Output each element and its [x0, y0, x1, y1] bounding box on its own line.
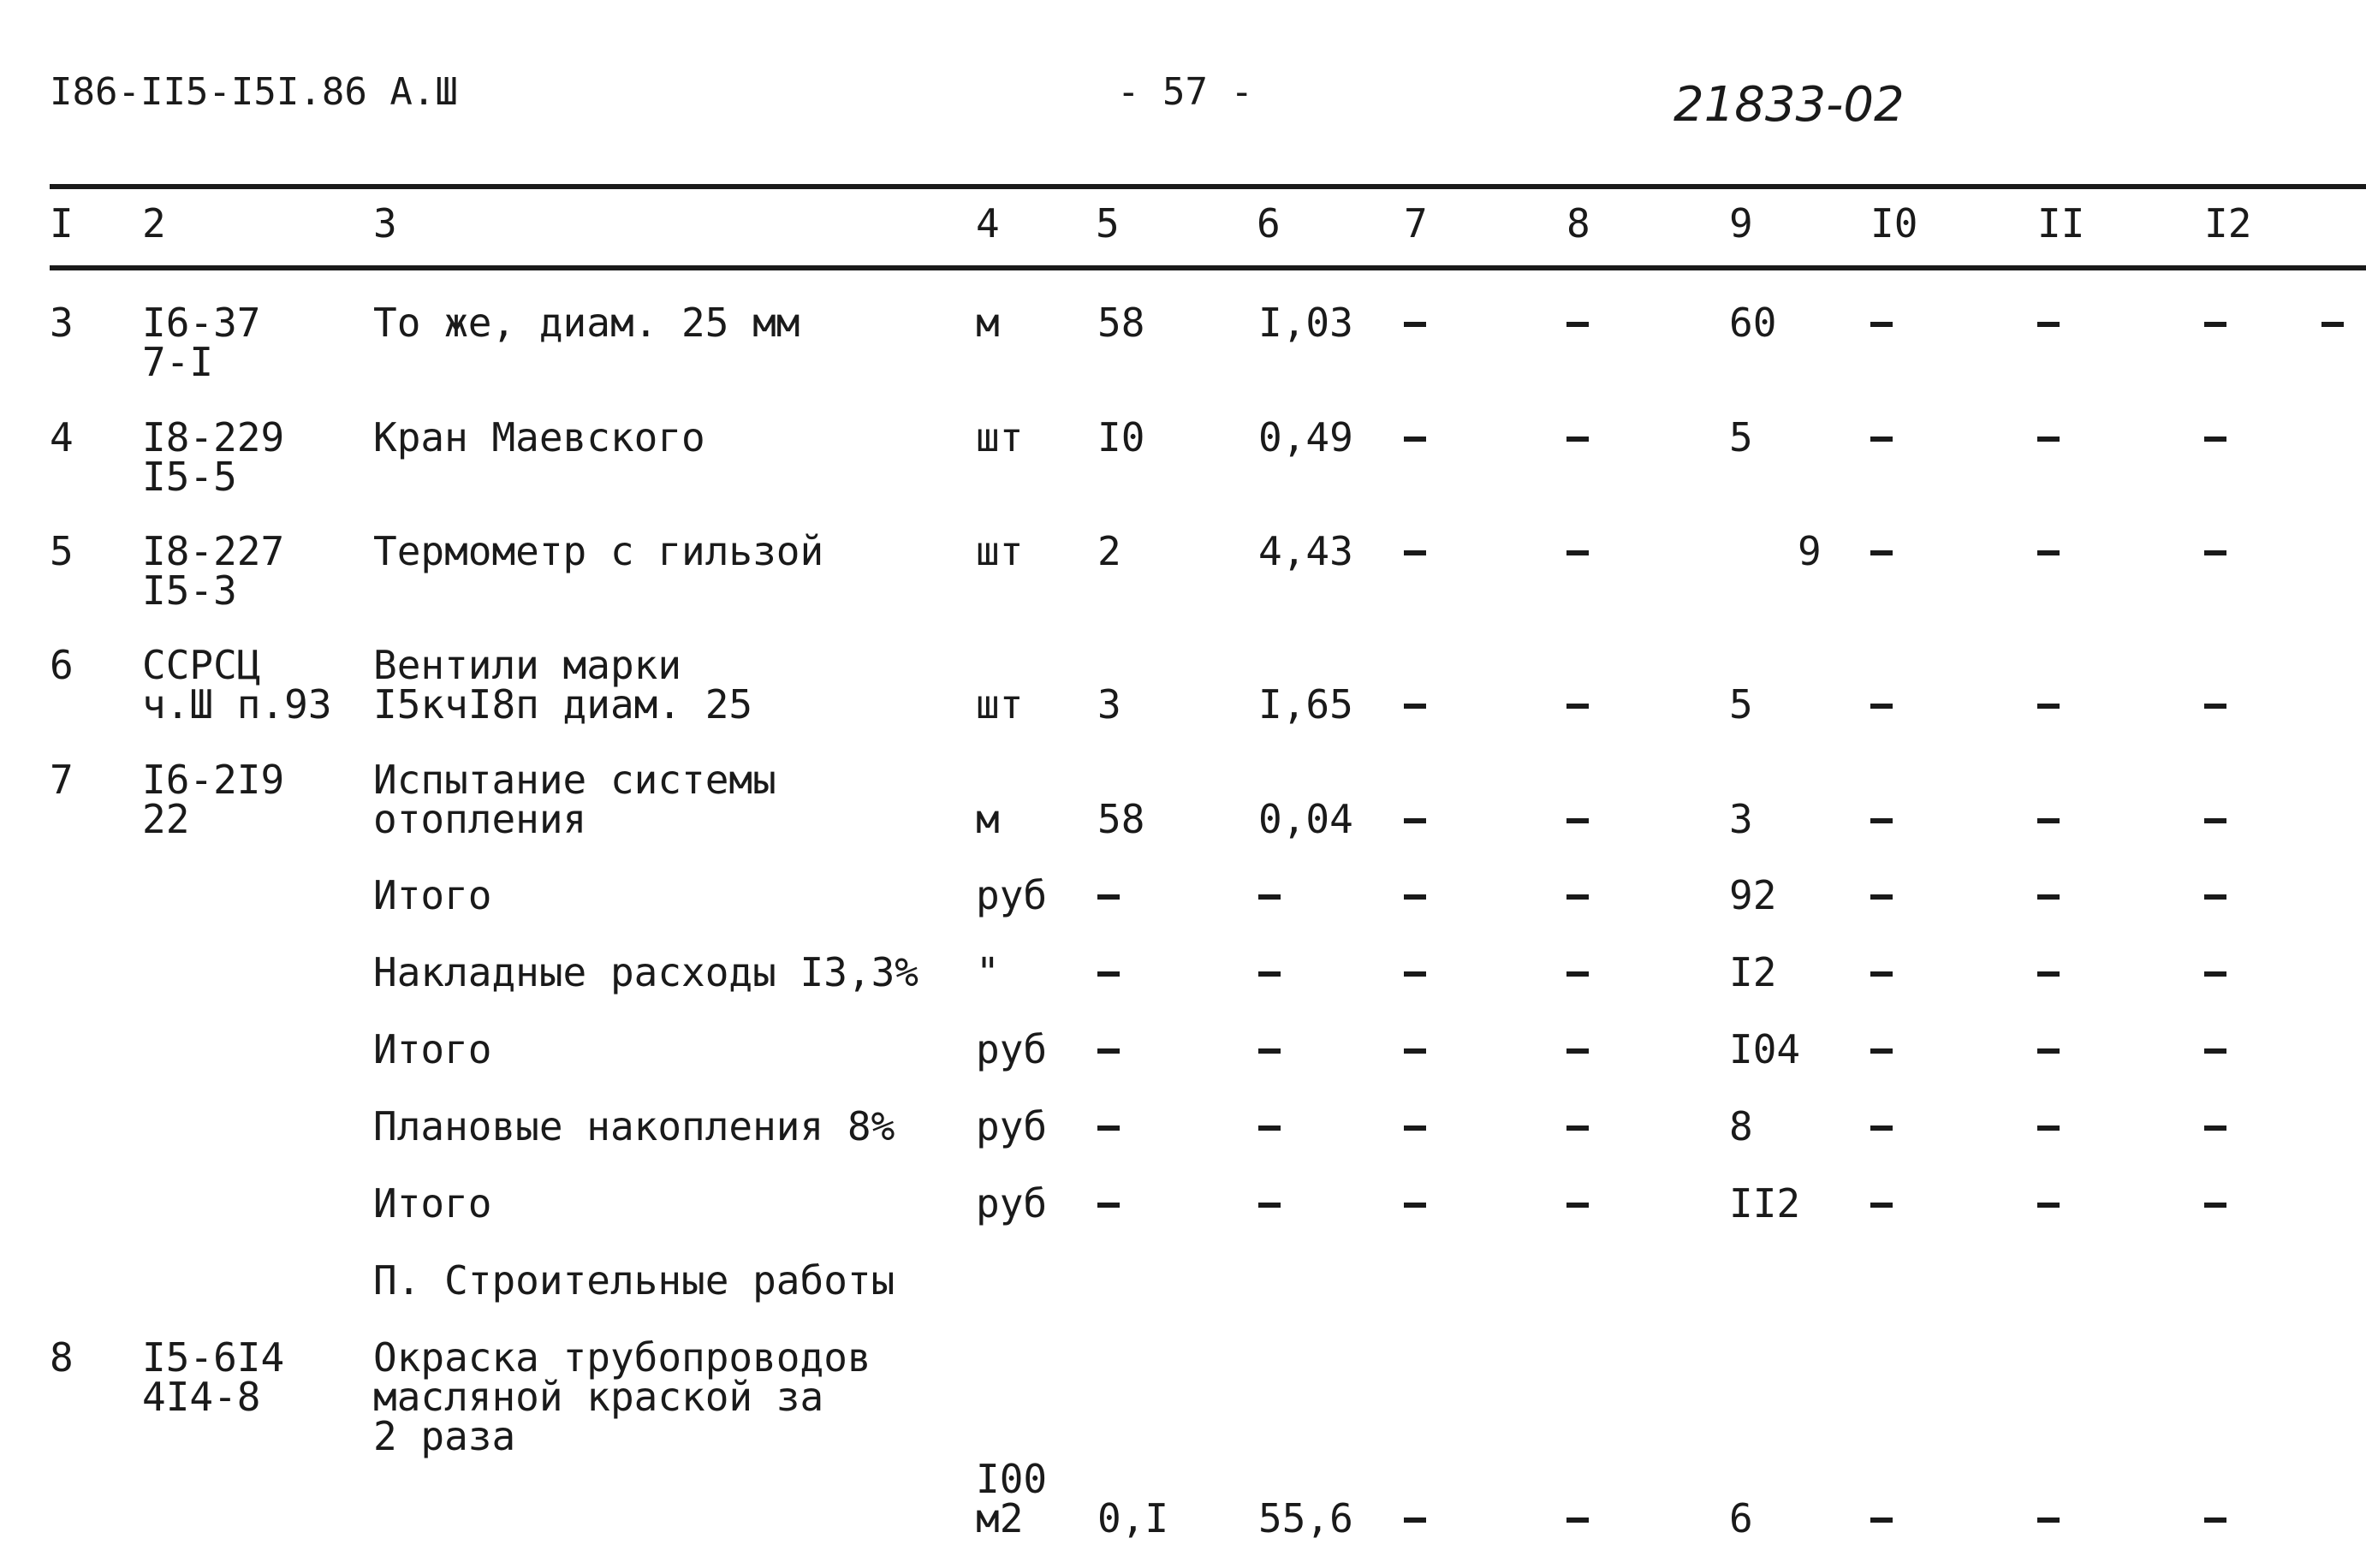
row-code: I5-5	[142, 454, 237, 500]
cell-value: 3	[1097, 681, 1121, 728]
dash-rule	[1404, 1126, 1426, 1131]
dash-rule	[2204, 1518, 2226, 1523]
row-unit: I00	[976, 1456, 1048, 1502]
dash-rule	[1870, 1518, 1893, 1523]
cell-value: 3	[1729, 796, 1753, 842]
dash-rule	[1566, 1518, 1589, 1523]
dash-rule	[1258, 971, 1281, 977]
cell-value: 4,43	[1258, 528, 1353, 574]
column-header-6: 6	[1257, 200, 1281, 246]
cell-value: 5	[1729, 681, 1753, 728]
column-header-1: I	[50, 200, 74, 246]
dash-rule	[1404, 894, 1426, 900]
cell-value: 6	[1729, 1495, 1753, 1541]
column-header-5: 5	[1096, 200, 1120, 246]
column-header-7: 7	[1404, 200, 1428, 246]
row-name: Плановые накопления 8%	[373, 1103, 895, 1149]
dash-rule	[1566, 894, 1589, 900]
dash-rule	[2204, 704, 2226, 709]
row-name: Испытание системы	[373, 757, 776, 803]
cell-value: II2	[1729, 1180, 1801, 1226]
column-header-12: I2	[2204, 200, 2252, 246]
cell-value: 58	[1097, 796, 1145, 842]
row-code: ч.Ш п.93	[142, 681, 332, 728]
column-header-3: 3	[373, 200, 397, 246]
row-code: I5-3	[142, 567, 237, 614]
dash-rule	[1870, 322, 1893, 327]
row-unit: руб	[976, 1103, 1048, 1149]
row-number: 8	[50, 1334, 74, 1381]
cell-value: 92	[1729, 872, 1777, 918]
dash-rule	[2204, 322, 2226, 327]
dash-rule	[2037, 704, 2060, 709]
document-code: I86-II5-I5I.86 A.Ш	[50, 70, 458, 114]
dash-rule	[2037, 894, 2060, 900]
column-header-9: 9	[1729, 200, 1753, 246]
dash-rule	[1566, 1126, 1589, 1131]
row-code: I6-37	[142, 300, 261, 346]
dash-rule	[1404, 550, 1426, 555]
dash-rule	[1258, 1048, 1281, 1054]
cell-value: 0,I	[1097, 1495, 1169, 1541]
dash-rule	[1566, 1048, 1589, 1054]
cell-value: I,03	[1258, 300, 1353, 346]
dash-rule	[1870, 437, 1893, 442]
row-unit: шт	[976, 414, 1024, 460]
table-top-rule	[50, 184, 2366, 189]
cell-value: 9	[1798, 528, 1822, 574]
dash-rule	[2037, 1518, 2060, 1523]
dash-rule	[2037, 818, 2060, 823]
row-number: 7	[50, 757, 74, 803]
row-code: ССРСЦ	[142, 642, 261, 688]
dash-rule	[2204, 437, 2226, 442]
handwritten-stamp: 21833-02	[1673, 77, 1905, 133]
dash-rule	[2204, 1126, 2226, 1131]
row-name: Окраска трубопроводов	[373, 1334, 871, 1381]
row-unit: шт	[976, 528, 1024, 574]
row-code: I6-2I9	[142, 757, 285, 803]
row-name: Итого	[373, 1180, 492, 1226]
row-name: Итого	[373, 872, 492, 918]
row-unit: руб	[976, 872, 1048, 918]
dash-rule	[2204, 550, 2226, 555]
column-header-8: 8	[1566, 200, 1590, 246]
cell-value: 8	[1729, 1103, 1753, 1149]
dash-rule	[1566, 550, 1589, 555]
row-unit: м2	[976, 1495, 1024, 1541]
dash-rule	[1404, 1518, 1426, 1523]
row-code: I8-229	[142, 414, 285, 460]
dash-rule	[2037, 1048, 2060, 1054]
cell-value: I04	[1729, 1026, 1801, 1072]
dash-rule	[1404, 322, 1426, 327]
column-header-11: II	[2037, 200, 2085, 246]
section-heading: П. Строительные работы	[373, 1257, 895, 1304]
dash-rule	[1097, 1048, 1120, 1054]
dash-rule	[1404, 1203, 1426, 1208]
row-name: Вентили марки	[373, 642, 682, 688]
dash-rule	[2204, 894, 2226, 900]
row-number: 5	[50, 528, 74, 574]
dash-rule	[1870, 1126, 1893, 1131]
dash-rule	[2204, 818, 2226, 823]
dash-rule	[2321, 322, 2344, 327]
row-name: Кран Маевского	[373, 414, 705, 460]
dash-rule	[2037, 550, 2060, 555]
dash-rule	[1566, 704, 1589, 709]
dash-rule	[1870, 550, 1893, 555]
row-number: 3	[50, 300, 74, 346]
dash-rule	[1258, 894, 1281, 900]
cell-value: I0	[1097, 414, 1145, 460]
dash-rule	[2037, 971, 2060, 977]
dash-rule	[1097, 894, 1120, 900]
row-name: I5кчI8п диам. 25	[373, 681, 753, 728]
table-header-rule	[50, 265, 2366, 270]
dash-rule	[1566, 818, 1589, 823]
row-code: I5-6I4	[142, 1334, 285, 1381]
cell-value: 58	[1097, 300, 1145, 346]
dash-rule	[2204, 1048, 2226, 1054]
dash-rule	[2037, 1203, 2060, 1208]
row-unit: руб	[976, 1180, 1048, 1226]
cell-value: I2	[1729, 949, 1777, 995]
column-header-4: 4	[976, 200, 1000, 246]
cell-value: I,65	[1258, 681, 1353, 728]
dash-rule	[1870, 971, 1893, 977]
row-code: I8-227	[142, 528, 285, 574]
row-name: Накладные расходы I3,3%	[373, 949, 918, 995]
row-unit: м	[976, 796, 1000, 842]
dash-rule	[1097, 971, 1120, 977]
cell-value: 55,6	[1258, 1495, 1353, 1541]
row-name: отопления	[373, 796, 587, 842]
dash-rule	[1870, 894, 1893, 900]
dash-rule	[1870, 1048, 1893, 1054]
column-header-10: I0	[1870, 200, 1918, 246]
row-unit: "	[976, 949, 1000, 995]
row-name: масляной краской за	[373, 1374, 824, 1420]
dash-rule	[2037, 437, 2060, 442]
dash-rule	[1870, 704, 1893, 709]
cell-value: 60	[1729, 300, 1777, 346]
row-code: 4I4-8	[142, 1374, 261, 1420]
dash-rule	[1097, 1203, 1120, 1208]
dash-rule	[1404, 818, 1426, 823]
cell-value: 2	[1097, 528, 1121, 574]
row-unit: шт	[976, 681, 1024, 728]
dash-rule	[2204, 1203, 2226, 1208]
row-unit: м	[976, 300, 1000, 346]
dash-rule	[1566, 437, 1589, 442]
row-number: 4	[50, 414, 74, 460]
column-header-2: 2	[142, 200, 166, 246]
cell-value: 0,04	[1258, 796, 1353, 842]
row-name: Итого	[373, 1026, 492, 1072]
dash-rule	[1404, 1048, 1426, 1054]
dash-rule	[1258, 1203, 1281, 1208]
row-name: То же, диам. 25 мм	[373, 300, 800, 346]
page-number: - 57 -	[1117, 70, 1253, 114]
dash-rule	[1566, 971, 1589, 977]
row-name: 2 раза	[373, 1413, 516, 1459]
dash-rule	[1258, 1126, 1281, 1131]
dash-rule	[1404, 704, 1426, 709]
row-code: 22	[142, 796, 190, 842]
dash-rule	[2037, 322, 2060, 327]
dash-rule	[1566, 1203, 1589, 1208]
cell-value: 0,49	[1258, 414, 1353, 460]
row-name: Термометр с гильзой	[373, 528, 824, 574]
dash-rule	[1870, 818, 1893, 823]
dash-rule	[1566, 322, 1589, 327]
row-unit: руб	[976, 1026, 1048, 1072]
dash-rule	[1404, 437, 1426, 442]
row-number: 6	[50, 642, 74, 688]
dash-rule	[1404, 971, 1426, 977]
dash-rule	[2037, 1126, 2060, 1131]
dash-rule	[1097, 1126, 1120, 1131]
row-code: 7-I	[142, 339, 214, 385]
dash-rule	[1870, 1203, 1893, 1208]
dash-rule	[2204, 971, 2226, 977]
cell-value: 5	[1729, 414, 1753, 460]
